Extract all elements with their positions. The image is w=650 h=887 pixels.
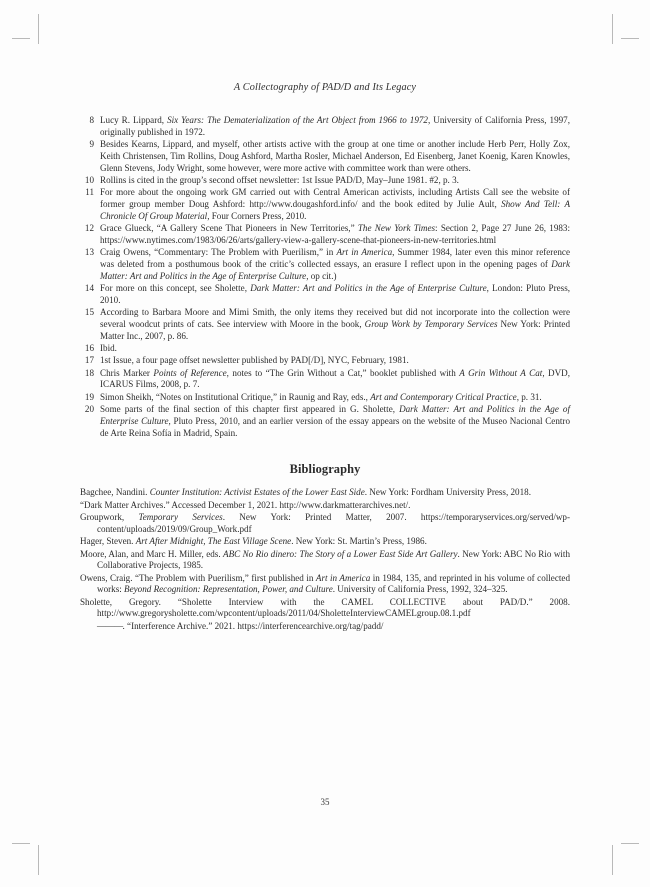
- endnote-item: [80, 368, 570, 392]
- bibliography-entry-text: Owens, Craig. “The Problem with Puerilism,” first published in Art in America in 1984, 135, and reprinted in his volume of collected works: Beyond Recognition: Representation, Power, and Culture. University of California Press, 1992, 324–325.: [80, 572, 570, 595]
- endnote-item: [80, 175, 570, 187]
- bibliography-list: [80, 487, 570, 632]
- crop-mark-top-right-horizontal: [621, 38, 639, 39]
- endnote-text: Lucy R. Lippard, Six Years: The Dematerialization of the Art Object from 1966 to 1972, University of California Press, 1997, originally published in 1972.: [100, 115, 570, 137]
- bibliography-entry: [80, 621, 570, 633]
- endnote-item: [80, 283, 570, 307]
- bibliography-entry-text: “Dark Matter Archives.” Accessed December 1, 2021. http://www.darkmatterarchives.net/.: [80, 499, 411, 510]
- bibliography-entry: [80, 512, 570, 536]
- endnote-number: 17: [84, 355, 94, 366]
- crop-mark-top-right-vertical: [612, 14, 613, 44]
- bibliography-entry: [80, 536, 570, 548]
- crop-mark-bottom-left-horizontal: [12, 843, 30, 844]
- bibliography-entry-text: Moore, Alan, and Marc H. Miller, eds. ABC No Rio dinero: The Story of a Lower East Side Art Gallery. New York: ABC No Rio with Collaborative Projects, 1985.: [80, 548, 571, 571]
- endnote-text: Grace Glueck, “A Gallery Scene That Pioneers in New Territories,” The New York Times: Section 2, Page 27 June 26, 1983: https://www.nytimes.com/1983/06/26/arts/gallery-view-a-gallery-scene-that-pioneers-in-new-territories.html: [100, 223, 570, 245]
- endnote-item: [80, 355, 570, 367]
- endnote-item: [80, 247, 570, 282]
- endnote-item: [80, 307, 570, 342]
- endnote-number: 11: [85, 187, 94, 198]
- endnote-number: 16: [84, 343, 94, 353]
- endnote-text: For more about the ongoing work GM carried out with Central American activists, including Artists Call see the website of former group member Doug Ashford: http://www.dougashford.info/ and the book edited by Julie Ault, Show And Tell: A Chronicle Of Group Material, Four Corners Press, 2010.: [100, 187, 570, 221]
- crop-mark-bottom-right-horizontal: [621, 843, 639, 844]
- crop-mark-bottom-left-vertical: [38, 845, 39, 875]
- endnote-item: [80, 139, 570, 174]
- endnote-text: Simon Sheikh, “Notes on Institutional Critique,” in Raunig and Ray, eds., Art and Contemporary Critical Practice, p. 31.: [100, 391, 542, 402]
- endnote-text: Chris Marker Points of Reference, notes to “The Grin Without a Cat,” booklet published with A Grin Without A Cat, DVD, ICARUS Films, 2008, p. 7.: [100, 367, 571, 390]
- running-head: A Collectography of PAD/D and Its Legacy: [233, 82, 417, 93]
- endnote-number: 15: [84, 307, 94, 318]
- endnote-text: For more on this concept, see Sholette, Dark Matter: Art and Politics in the Age of Enterprise Culture, London: Pluto Press, 2010.: [100, 283, 571, 305]
- endnote-item: [80, 223, 570, 247]
- crop-mark-top-left-horizontal: [12, 38, 30, 39]
- bibliography-entry-text: Bagchee, Nandini. Counter Institution: Activist Estates of the Lower East Side. New York: Fordham University Press, 2018.: [80, 487, 531, 498]
- bibliography-entry-text: Groupwork, Temporary Services. New York: Printed Matter, 2007. https://temporaryservices.org/served/wp-content/uploads/2019/09/Group_Work.pdf: [80, 512, 570, 534]
- endnote-item: [80, 404, 570, 439]
- endnote-item: [80, 392, 570, 404]
- bibliography-entry: [80, 500, 570, 512]
- endnote-number: 18: [84, 367, 94, 378]
- bibliography-heading: Bibliography: [289, 462, 361, 477]
- endnote-number: 10: [84, 174, 94, 185]
- bibliography-entry-text: Hager, Steven. Art After Midnight, The East Village Scene. New York: St. Martin’s Press, 1986.: [80, 536, 427, 547]
- endnote-number: 20: [84, 404, 94, 415]
- bibliography-entry: [80, 573, 570, 597]
- endnote-text: Some parts of the final section of this chapter first appeared in G. Sholette, Dark Matter: Art and Politics in the Age of Enterprise Culture, Pluto Press, 2010, and an earlier version of the essay appears on the website of the Museo Nacional Centro de Arte Reina Sofía in Madrid, Spain.: [100, 404, 570, 438]
- endnote-item: [80, 343, 570, 355]
- crop-mark-bottom-right-vertical: [612, 845, 613, 875]
- bibliography-entry: [80, 487, 570, 499]
- bibliography-entry: [80, 549, 570, 573]
- endnote-number: 8: [89, 115, 94, 125]
- bibliography-entry: [80, 597, 570, 621]
- endnote-text: Ibid.: [100, 343, 117, 353]
- endnote-text: Craig Owens, “Commentary: The Problem with Puerilism,” in Art in America, Summer 1984, later even this minor reference was deleted from a posthumous book of the critic’s collected essays, an erasure I reflect upon in the opening pages of Dark Matter: Art and Politics in the Age of Enterprise Culture, op cit.): [100, 247, 570, 281]
- endnote-number: 9: [89, 139, 94, 150]
- endnote-text: Rollins is cited in the group’s second offset newsletter: 1st Issue PAD/D, May–June 1981. #2, p. 3.: [100, 174, 459, 185]
- endnote-item: [80, 115, 570, 139]
- endnotes-list: [80, 115, 570, 439]
- bibliography-entry-text: ———. “Interference Archive.” 2021. https://interferencearchive.org/tag/padd/: [97, 620, 384, 631]
- endnote-number: 14: [84, 283, 94, 294]
- endnote-number: 19: [84, 391, 94, 402]
- endnote-text: Besides Kearns, Lippard, and myself, other artists active with the group at one time or another include Herb Perr, Holly Zox, Keith Christensen, Tim Rollins, Doug Ashford, Martha Rosler, Michael Anderson, Ed Eisenberg, Janet Koenig, Karen Knowles, Glenn Stevens, Jody Wright, some however, were more active with committee work than were others.: [100, 139, 570, 173]
- endnote-text: 1st Issue, a four page offset newsletter published by PAD[/D], NYC, February, 1981.: [100, 355, 409, 366]
- page-body: [80, 0, 570, 887]
- endnote-text: According to Barbara Moore and Mimi Smith, the only items they received but did not incorporate into the collection were several woodcut prints of cats. See interview with Moore in the book, Group Work by Temporary Services New York: Printed Matter Inc., 2007, p. 86.: [100, 307, 571, 341]
- endnote-number: 13: [84, 247, 94, 258]
- page-number: 35: [320, 797, 330, 807]
- bibliography-entry-text: Sholette, Gregory. “Sholette Interview with the CAMEL COLLECTIVE about PAD/D.” 2008. http://www.gregorysholette.com/wpcontent/uploads/2011/04/SholetteInterviewCAMELgroup.08.1.pdf: [80, 596, 570, 619]
- endnote-item: [80, 187, 570, 222]
- endnote-number: 12: [84, 223, 94, 234]
- crop-mark-top-left-vertical: [38, 14, 39, 44]
